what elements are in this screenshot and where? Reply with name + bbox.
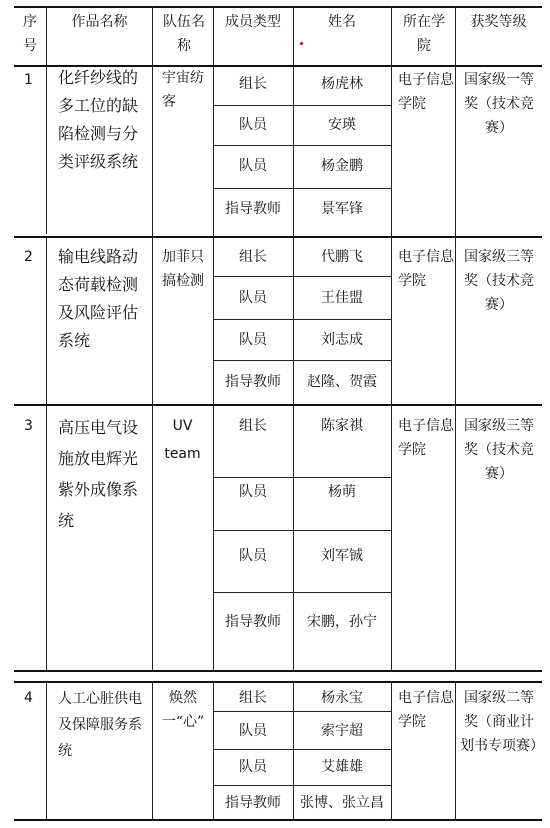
header-member-type: 成员类型	[225, 14, 281, 30]
work-name: 人工心脏供电及保障服务系统	[58, 691, 142, 759]
member-type: 队员	[239, 548, 267, 564]
member-line	[213, 592, 391, 593]
member-type: 队员	[239, 723, 267, 739]
member-type: 指导教师	[225, 614, 281, 630]
row-no: 4	[24, 690, 33, 706]
rule-row4-top	[14, 681, 542, 683]
col-line-2b	[152, 681, 153, 819]
member-type: 组长	[239, 249, 267, 265]
red-mark	[300, 42, 303, 45]
award-level: 国家级三等奖（技术竞赛）	[464, 418, 534, 482]
award-level: 国家级一等奖（技术竞赛）	[464, 72, 534, 136]
col-line-2	[152, 6, 153, 670]
team-name: 焕然一“心”	[161, 690, 205, 730]
member-line	[213, 785, 391, 786]
team-name: 加菲只搞检测	[162, 249, 204, 289]
col-line-5b	[391, 681, 392, 819]
member-line	[213, 360, 391, 361]
member-type: 组长	[239, 690, 267, 706]
work-name: 输电线路动态荷载检测及风险评估系统	[58, 247, 139, 350]
rule-bottom	[14, 819, 542, 821]
member-name: 赵隆、贺霞	[307, 374, 377, 390]
member-type: 指导教师	[225, 795, 281, 811]
work-name: 化纤纱线的多工位的缺陷检测与分类评级系统	[58, 68, 139, 171]
member-line	[213, 749, 391, 750]
member-line	[213, 105, 391, 106]
rule-row2-bottom	[14, 404, 542, 406]
col-line-6	[455, 6, 456, 670]
header-work-name: 作品名称	[71, 14, 128, 30]
col-line-1	[46, 6, 47, 234]
team-name-line2: team	[164, 446, 201, 462]
college: 电子信息学院	[398, 418, 454, 458]
rule-row3-bottom	[14, 670, 542, 672]
member-name: 王佳盟	[321, 290, 363, 306]
member-name: 宋鹏，孙宁	[307, 614, 377, 630]
member-name: 景军锋	[321, 201, 363, 217]
member-name: 陈家祺	[321, 418, 363, 434]
member-type: 指导教师	[225, 201, 281, 217]
team-name: 宇宙纺客	[162, 70, 204, 110]
member-line	[213, 319, 391, 320]
member-type: 队员	[239, 290, 267, 306]
header-no: 序号	[23, 14, 37, 54]
member-line	[213, 477, 391, 478]
member-type: 队员	[239, 117, 267, 133]
header-name: 姓名	[328, 14, 356, 30]
member-type: 指导教师	[225, 374, 281, 390]
row-no: 3	[24, 418, 33, 434]
rule-row1-bottom	[14, 236, 542, 238]
member-type: 队员	[239, 158, 267, 174]
header-team-name: 队伍名称	[163, 14, 205, 54]
col-line-1b	[46, 238, 47, 670]
award-level: 国家级二等奖（商业计划书专项赛）	[460, 690, 544, 754]
member-name: 艾雄雄	[321, 759, 363, 775]
member-name: 索宇超	[321, 723, 363, 739]
member-name: 杨永宝	[321, 690, 363, 706]
college: 电子信息学院	[398, 690, 454, 730]
member-name: 刘志成	[321, 332, 363, 348]
col-line-1c	[46, 681, 47, 819]
member-name: 杨虎林	[321, 76, 363, 92]
college: 电子信息学院	[398, 72, 454, 112]
award-level: 国家级三等奖（技术竞赛）	[464, 249, 534, 313]
college: 电子信息学院	[398, 249, 454, 289]
col-line-6b	[455, 681, 456, 819]
member-name: 代鹏飞	[321, 249, 363, 265]
member-name: 杨萌	[328, 484, 356, 500]
member-name: 刘军铖	[321, 548, 363, 564]
header-college: 所在学院	[403, 14, 445, 54]
member-type: 队员	[239, 759, 267, 775]
member-type: 队员	[239, 332, 267, 348]
row-no: 1	[24, 72, 33, 88]
member-type: 组长	[239, 76, 267, 92]
member-type: 组长	[239, 418, 267, 434]
work-name: 高压电气设施放电辉光紫外成像系统	[58, 418, 139, 530]
member-line	[213, 711, 391, 712]
member-name: 安瑛	[328, 117, 356, 133]
rule-top	[14, 6, 542, 8]
member-line	[213, 145, 391, 146]
member-type: 队员	[239, 484, 267, 500]
header-award: 获奖等级	[470, 14, 527, 30]
member-line	[213, 276, 391, 277]
member-name: 张博、张立昌	[300, 795, 384, 811]
member-name: 杨金鹏	[321, 158, 363, 174]
member-line	[213, 530, 391, 531]
member-line	[213, 188, 391, 189]
row-no: 2	[24, 249, 33, 265]
team-name-line1: UV	[172, 418, 193, 434]
col-line-5	[391, 6, 392, 670]
